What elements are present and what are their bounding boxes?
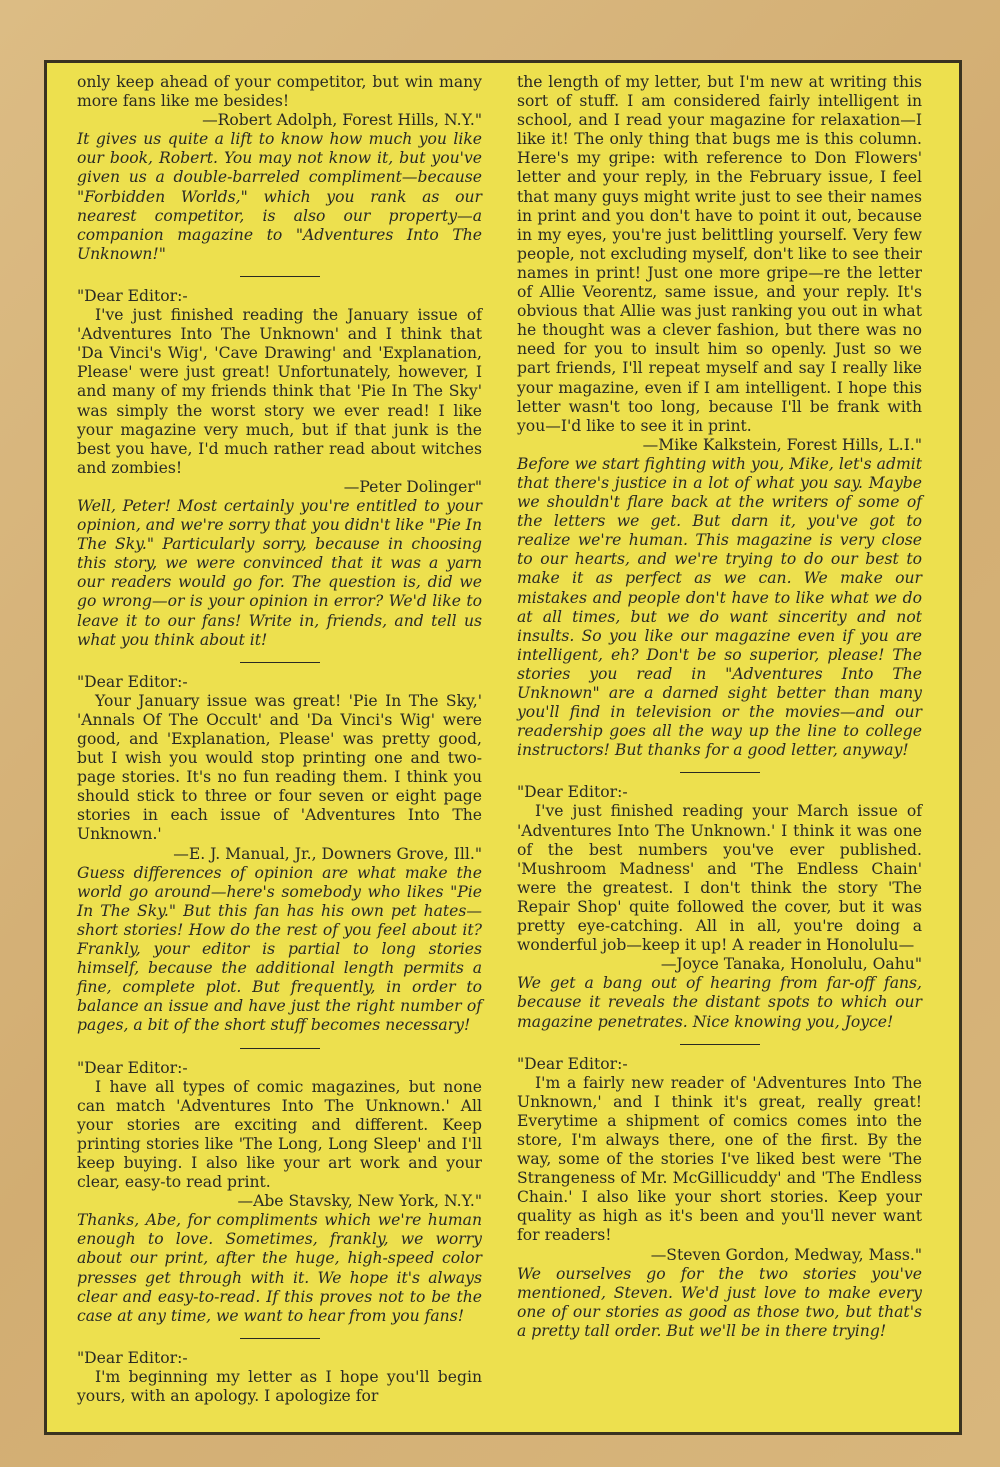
right-column — [517, 73, 922, 1341]
letter-continuation: the length of my letter, but I'm new at writing this sort of stuff. I am considered fairly intelligent in school, and I read your magazine for relaxation—I like it! The only thing that bugs me is this column. Here's my gripe: with reference to Don Flowers' letter and your reply, in the February issue, I feel that many guys might write just to see their names in print and you don't have to point it out, because in my eyes, you're just belittling yourself. Very few people, not excluding myself, don't like to see their names in print! Just one more gripe—re the letter of Allie Veorentz, same issue, and your reply. It's obvious that Allie was just ranking you out in what he thought was a clever fashion, but there was no need for you to insult him so openly. Just so we part friends, I'll repeat myself and say I really like your magazine, even if I am intelligent. I hope this letter wasn't too long, because I'll be frank with you—I'd like to see it in print. — [517, 73, 922, 435]
letter-salutation: "Dear Editor:- — [77, 286, 188, 305]
letter-salutation: "Dear Editor:- — [77, 1058, 188, 1077]
left-column — [77, 73, 482, 1406]
letter-salutation: "Dear Editor:- — [77, 672, 188, 691]
letter-signature: —E. J. Manual, Jr., Downers Grove, Ill." — [173, 844, 482, 863]
divider — [680, 1044, 760, 1045]
letter-signature: —Joyce Tanaka, Honolulu, Oahu" — [660, 955, 922, 974]
letter-body: I'm beginning my letter as I hope you'll begin yours, with an apology. I apologize for — [77, 1367, 482, 1405]
editor-reply: It gives us quite a lift to know how much you like our book, Robert. You may not know it, but you've given us a double-barreled compliment—because "Forbidden Worlds," which you rank as our nearest competitor, is also our property—a companion magazine to "Adventures Into The Unknown!" — [77, 130, 482, 263]
divider — [240, 1338, 320, 1339]
letter-signature: —Abe Stavsky, New York, N.Y." — [237, 1192, 482, 1211]
letter-signature: —Steven Gordon, Medway, Mass." — [650, 1245, 922, 1264]
letter-body: I'm a fairly new reader of 'Adventures Into The Unknown,' and I think it's great, really great! Everytime a shipment of comics comes into the store, I'm always there, one of the first. By the way, some of the stories I've liked best were 'The Strangeness of Mr. McGillicuddy' and 'The Endless Chain.' I also like your short stories. Keep your quality as high as it's been and you'll never want for readers! — [517, 1073, 922, 1245]
divider — [240, 662, 320, 663]
divider — [680, 772, 760, 773]
editor-reply: Before we start fighting with you, Mike, let's admit that there's justice in a lot of what you say. Maybe we shouldn't flare back at the writers of some of the letters we get. But darn it, you've got to realize we're human. This magazine is very close to our hearts, and we're trying to do our best to make it as perfect as we can. We make our mistakes and people don't have to like what we do at all times, but we do want sincerity and not insults. So you like our magazine even if you are intelligent, eh? Don't be so superior, please! The stories you read in "Adventures Into The Unknown" are a darned sight better than many you'll find in television or the movies—and our readership goes all the way up the line to college instructors! But thanks for a good letter, anyway! — [517, 454, 922, 760]
editor-reply: We get a bang out of hearing from far-off fans, because it reveals the distant spots to which our magazine penetrates. Nice knowing you, Joyce! — [517, 974, 922, 1031]
editor-reply: Well, Peter! Most certainly you're entitled to your opinion, and we're sorry that you didn't like "Pie In The Sky." Particularly sorry, because in choosing this story, we were convinced that it was a yarn our readers would go for. The question is, did we go wrong—or is your opinion in error? We'd like to leave it to our fans! Write in, friends, and tell us what you think about it! — [77, 496, 482, 649]
letter-salutation: "Dear Editor:- — [517, 783, 628, 802]
letters-panel — [44, 60, 962, 1435]
editor-reply: Guess differences of opinion are what make the world go around—here's somebody who likes "Pie In The Sky." But this fan has his own pet hates—short stories! How do the rest of you feel about it? Frankly, your editor is partial to long stories himself, because the additional length permits a fine, complete plot. But frequently, in order to balance an issue and have just the right number of pages, a bit of the short stuff becomes necessary! — [77, 863, 482, 1035]
editor-reply: We ourselves go for the two stories you've mentioned, Steven. We'd just love to make every one of our stories as good as those two, but that's a pretty tall order. But we'll be in there trying! — [517, 1264, 922, 1340]
letter-body: I have all types of comic magazines, but none can match 'Adventures Into The Unknown.' All your stories are exciting and different. Keep printing stories like 'The Long, Long Sleep' and I'll keep buying. I also like your art work and your clear, easy-to read print. — [77, 1077, 482, 1192]
divider — [240, 1048, 320, 1049]
letter-salutation: "Dear Editor:- — [517, 1054, 628, 1073]
letter-signature: —Mike Kalkstein, Forest Hills, L.I." — [642, 435, 922, 454]
editor-reply: Thanks, Abe, for compliments which we're human enough to love. Sometimes, frankly, we worry about our print, after the huge, high-speed color presses get through with it. We hope it's always clear and easy-to-read. If this proves not to be the case at any time, we want to hear from you fans! — [77, 1211, 482, 1325]
letter-signature: —Peter Dolinger" — [343, 477, 482, 496]
letter-salutation: "Dear Editor:- — [77, 1348, 188, 1367]
letter-body: Your January issue was great! 'Pie In The Sky,' 'Annals Of The Occult' and 'Da Vinci's Wig' were good, and 'Explanation, Please' was pretty good, but I wish you would stop printing one and two-page stories. It's no fun reading them. I think you should stick to three or four seven or eight page stories in each issue of 'Adventures Into The Unknown.' — [77, 691, 482, 844]
letter-signature: —Robert Adolph, Forest Hills, N.Y." — [202, 111, 482, 130]
divider — [240, 276, 320, 277]
letter-body: I've just finished reading the January issue of 'Adventures Into The Unknown' and I think that 'Da Vinci's Wig', 'Cave Drawing' and 'Explanation, Please' were just great! Unfortunately, however, I and many of my friends think that 'Pie In The Sky' was simply the worst story we ever read! I like your magazine very much, but if that junk is the best you have, I'd much rather read about witches and zombies! — [77, 306, 482, 477]
letter-body: I've just finished reading your March issue of 'Adventures Into The Unknown.' I think it was one of the best numbers you've ever published. 'Mushroom Madness' and 'The Endless Chain' were the greatest. I don't think the story 'The Repair Shop' quite followed the cover, but it was pretty eye-catching. All in all, you're doing a wonderful job—keep it up! A reader in Honolulu— — [517, 802, 922, 955]
letter-continuation: only keep ahead of your competitor, but win many more fans like me besides! — [77, 73, 482, 111]
